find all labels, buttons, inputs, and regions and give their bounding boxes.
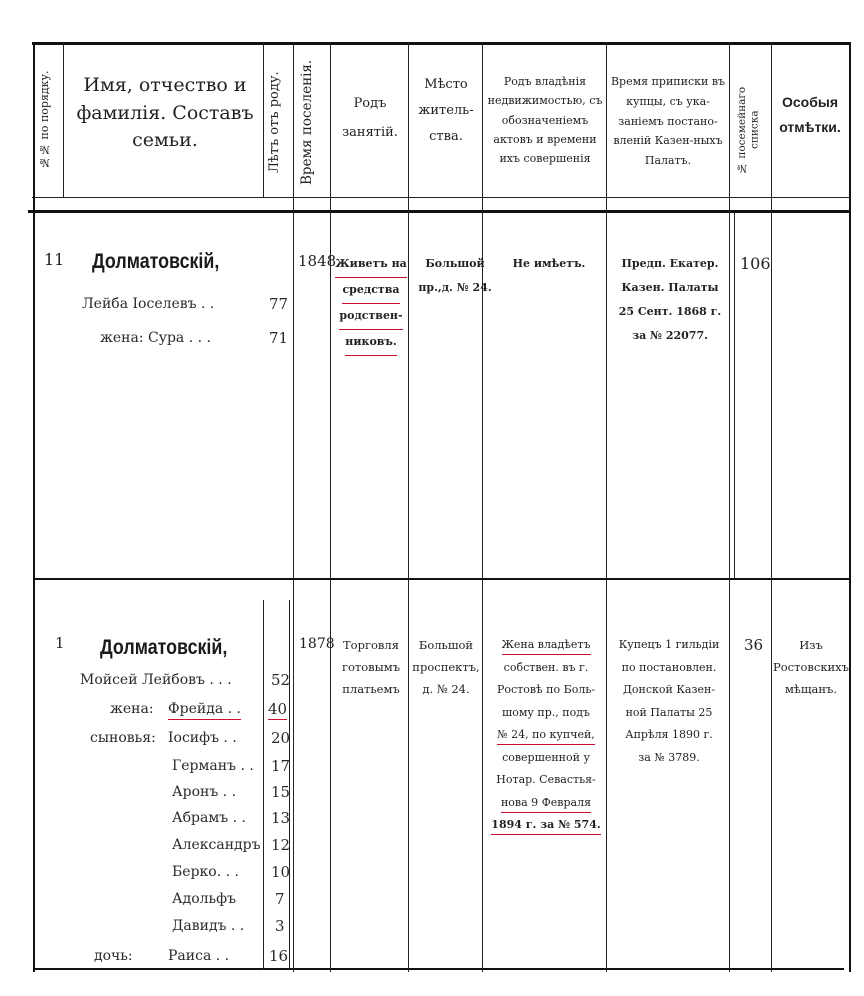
property-line: Ростовѣ по Боль- [496,683,596,696]
entry2-member-age: 16 [269,947,289,965]
occupation-line: средства [342,278,399,304]
frame-left [33,42,35,972]
entry2-member-age: 10 [271,863,291,881]
entry2-member: Абрамъ . . [172,810,246,826]
age-col-line [263,600,264,970]
entry1-member-age: 71 [269,329,289,347]
col-line [330,42,331,972]
residence-line: пр.,д. № 24. [418,281,492,294]
header-name: Имя, отчество и фамилія. Составъ семьи. [76,74,254,152]
member-age: 40 [268,700,288,718]
entry2-member-age [268,697,287,721]
occupation-line: никовъ. [345,330,396,356]
entry2-member-label: сыновья: [90,730,156,746]
registration-line: 25 Сент. 1868 г. [618,305,722,318]
registration-line: по постановлен. [621,660,717,674]
entry2-member-age: 20 [271,729,291,747]
entry2-member: Мойсей Лейбовъ . . . [80,672,232,688]
entry2-settle-year: 1878 [299,636,335,652]
header-age: Лѣтъ отъ роду. [267,71,282,173]
entry2-member: Раиса . . [168,948,230,964]
property-line: нова 9 Февраля [501,795,591,813]
col-line [606,42,607,972]
col-line [293,42,294,972]
entry2-member-age: 17 [271,757,291,775]
residence-line: д. № 24. [422,682,470,696]
entry2-member-age: 7 [275,890,285,908]
table-bottom-border [34,968,844,970]
entry2-number: 1 [55,634,65,652]
notes-line: Изъ Ростовскихъ [773,638,849,674]
property-line: Жена владѣетъ [502,637,591,655]
entry1-surname: Долматовскій, [92,250,220,273]
entry1-settle-year: 1848 [298,252,337,270]
residence-line: проспектъ, [412,660,480,674]
entry2-surname: Долматовскій, [100,636,228,659]
header-occupation: Родъ занятій. [342,96,398,140]
entry2-property [486,634,606,837]
header-settle: Время поселенія. [299,59,315,185]
entry2-member-age: 12 [271,836,291,854]
entry2-member-age: 3 [275,917,285,935]
property-line: шому пр., подъ [502,705,590,719]
table-top-border [32,42,850,45]
entry2-member-label: дочь: [94,948,133,964]
entry2-notes [773,634,849,700]
occupation-line: готовымъ [341,660,401,674]
entry2-list-no: 36 [744,636,764,654]
occupation-line: Живетъ на [335,252,407,278]
col-line [263,42,264,197]
header-list-no: № посемейнаго списка [736,86,761,174]
occupation-line: платьемъ [342,682,400,696]
residence-line: Большой [425,257,485,270]
entry2-member-age: 15 [271,783,291,801]
member-name: Фрейда . . [168,700,241,720]
header-property: Родъ владѣнія недвижимостью, съ обозначеніемъ актовъ и времени ихъ совершенія [487,75,603,165]
entry2-member: Аронъ . . [172,784,237,800]
registration-line: Апрѣля 1890 г. [625,728,713,741]
col-line [771,42,772,972]
entry2-member: Берко. . . [172,864,239,880]
entry1-residence [410,252,500,300]
entry2-member: Давидъ . . [172,918,245,934]
property-line: собствен. въ г. [503,660,589,674]
entry1-member: жена: Сура . . . [100,330,211,346]
registration-line: Казен. Палаты [621,281,719,294]
registration-line: за № 22077. [632,329,708,342]
registration-line: Предп. Екатер. [621,257,719,270]
entry2-occupation [334,634,408,700]
header-number: №№ по порядку. [38,70,51,170]
entry1-number: 11 [44,250,65,269]
header-notes: Особыя отмѣтки. [779,94,841,136]
registration-line: Донской Казен- [622,683,715,696]
entry2-member-age: 52 [271,671,291,689]
entry1-member-age: 77 [269,295,289,313]
entry1-member: Лейба Іоселевъ . . [82,296,215,312]
occupation-line: родствен- [339,304,402,330]
entry-divider [34,578,850,580]
entry1-property: Не имѣетъ. [512,257,586,270]
header-registration: Время приписки въ купцы, съ ука-заніемъ постано-вленій Казен-ныхъ Палатъ. [610,75,726,168]
registration-line: ной Палаты 25 [625,705,713,719]
entry1-registration [608,252,732,348]
registration-line: за № 3789. [638,750,700,764]
entry2-residence [410,634,482,700]
header-bottom-border [32,197,850,198]
registration-line: Купецъ 1 гильдіи [618,638,720,651]
entry2-registration [608,634,730,769]
occupation-line: Торговля [343,638,399,652]
entry1-list-no: 106 [740,254,771,273]
col-line [408,42,409,972]
list-col-line [734,212,735,578]
entry2-member: Германъ . . [172,758,254,774]
entry2-member: Александръ [172,837,261,853]
col-line [482,42,483,972]
frame-right [849,42,851,972]
section-break-top [28,210,850,213]
property-line: Нотар. Севастья- [496,773,596,786]
col-line [63,42,64,197]
notes-line: мѣщанъ. [784,682,838,696]
entry2-member-label: жена: [110,701,154,717]
residence-line: Большой [418,638,474,652]
property-line: № 24, по купчей, [497,727,595,745]
entry1-occupation [334,252,408,356]
header-residence: Мѣсто житель-ства. [418,77,474,144]
entry2-member: Адольфъ [172,891,237,907]
property-line: совершенной у [502,750,590,764]
entry2-member [168,697,241,721]
property-line: 1894 г. за № 574. [491,817,600,835]
entry2-member: Іосифъ . . [168,730,237,746]
col-line [729,42,730,972]
entry2-member-age: 13 [271,809,291,827]
